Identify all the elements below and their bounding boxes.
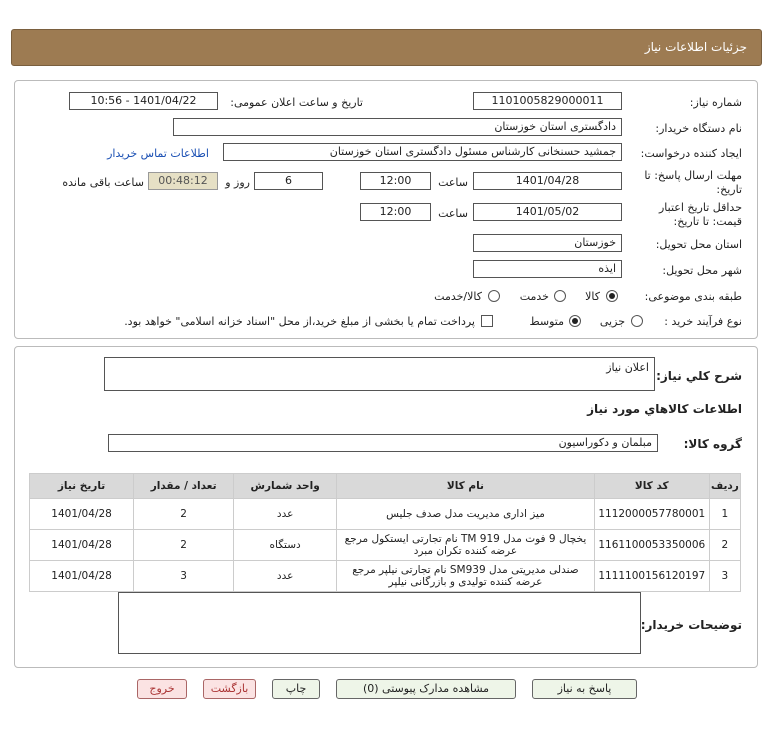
purchase-type-label: نوع فرآیند خرید : bbox=[664, 315, 742, 328]
validity-date-field: 1401/05/02 bbox=[473, 203, 622, 221]
item-date: 1401/04/28 bbox=[30, 530, 134, 561]
summary-label: شرح کلي نياز: bbox=[656, 369, 742, 383]
back-button[interactable]: بازگشت bbox=[203, 679, 256, 699]
goods-group-label: گروه کالا: bbox=[683, 437, 742, 451]
item-qty: 3 bbox=[134, 561, 234, 592]
city-field: ایذه bbox=[473, 260, 622, 278]
category-goods-label: کالا bbox=[585, 290, 600, 303]
days-field: 6 bbox=[254, 172, 323, 190]
item-date: 1401/04/28 bbox=[30, 499, 134, 530]
item-code: 1111100156120197 bbox=[594, 561, 709, 592]
item-date: 1401/04/28 bbox=[30, 561, 134, 592]
validity-time-field: 12:00 bbox=[360, 203, 431, 221]
category-service-label: خدمت bbox=[519, 290, 549, 303]
goods-group-field: مبلمان و دکوراسیون bbox=[108, 434, 658, 452]
deadline-label-1: مهلت ارسال پاسخ: تا bbox=[644, 169, 742, 182]
need-number-label: شماره نیاز: bbox=[689, 96, 742, 109]
category-both-label: کالا/خدمت bbox=[434, 290, 482, 303]
days-label: روز و bbox=[225, 176, 250, 189]
page-title: جزئیات اطلاعات نیاز bbox=[644, 40, 747, 54]
province-label: استان محل تحویل: bbox=[655, 238, 742, 251]
item-code: 1161100053350006 bbox=[594, 530, 709, 561]
row-index: 2 bbox=[709, 530, 740, 561]
item-unit: دستگاه bbox=[234, 530, 337, 561]
remaining-time-field: 00:48:12 bbox=[148, 172, 218, 190]
buyer-contact-link[interactable]: اطلاعات تماس خریدار bbox=[107, 147, 209, 160]
item-qty: 2 bbox=[134, 530, 234, 561]
exit-button[interactable]: خروج bbox=[137, 679, 187, 699]
validity-label-1: حداقل تاریخ اعتبار bbox=[658, 201, 742, 214]
buyer-notes-label: توضیحات خریدار: bbox=[640, 618, 742, 632]
view-attachments-button[interactable]: مشاهده مدارک پیوستی (0) bbox=[336, 679, 516, 699]
buyer-org-field: دادگستری استان خوزستان bbox=[173, 118, 622, 136]
item-qty: 2 bbox=[134, 499, 234, 530]
purchase-minor-radio[interactable] bbox=[631, 315, 643, 327]
page-header bbox=[11, 29, 762, 66]
purchase-medium-radio[interactable] bbox=[569, 315, 581, 327]
col-name-header: نام کالا bbox=[337, 474, 595, 499]
need-number-field: 1101005829000011 bbox=[473, 92, 622, 110]
remaining-label: ساعت باقی مانده bbox=[62, 176, 144, 189]
deadline-time-field: 12:00 bbox=[360, 172, 431, 190]
item-unit: عدد bbox=[234, 561, 337, 592]
item-name: یخچال 9 فوت مدل TM 919 نام تجارتی ایستکول مرجع عرضه کننده تکران مبرد bbox=[337, 530, 595, 561]
validity-time-label: ساعت bbox=[438, 207, 468, 220]
item-name: میز اداری مدیریت مدل صدف جلیس bbox=[337, 499, 595, 530]
item-name: صندلی مدیریتی مدل SM939 نام تجارتی نیلپر مرجع عرضه کننده تولیدی و بازرگانی نیلپر bbox=[337, 561, 595, 592]
category-label: طبقه بندی موضوعی: bbox=[644, 290, 742, 303]
deadline-date-field: 1401/04/28 bbox=[473, 172, 622, 190]
col-unit-header: واحد شمارش bbox=[234, 474, 337, 499]
col-code-header: کد کالا bbox=[594, 474, 709, 499]
buyer-org-label: نام دستگاه خریدار: bbox=[655, 122, 742, 135]
item-code: 1112000057780001 bbox=[594, 499, 709, 530]
category-both-radio[interactable] bbox=[488, 290, 500, 302]
row-index: 1 bbox=[709, 499, 740, 530]
category-goods-radio[interactable] bbox=[606, 290, 618, 302]
treasury-payment-checkbox[interactable] bbox=[481, 315, 493, 327]
treasury-payment-note: پرداخت تمام یا بخشی از مبلغ خرید،از محل "اسناد خزانه اسلامی" خواهد بود. bbox=[124, 315, 475, 328]
item-unit: عدد bbox=[234, 499, 337, 530]
category-service-radio[interactable] bbox=[554, 290, 566, 302]
summary-field: اعلان نیاز bbox=[104, 357, 655, 391]
goods-info-title: اطلاعات کالاهاي مورد نياز bbox=[587, 402, 742, 416]
row-index: 3 bbox=[709, 561, 740, 592]
col-row-header: ردیف bbox=[709, 474, 740, 499]
print-button[interactable]: چاپ bbox=[272, 679, 320, 699]
requester-label: ایجاد کننده درخواست: bbox=[640, 147, 742, 160]
purchase-minor-label: جزیی bbox=[599, 315, 625, 328]
announce-label: تاریخ و ساعت اعلان عمومی: bbox=[230, 96, 363, 109]
validity-label-2: قیمت: تا تاریخ: bbox=[673, 215, 742, 228]
reply-button[interactable]: پاسخ به نیاز bbox=[532, 679, 637, 699]
buyer-notes-field bbox=[118, 592, 641, 654]
city-label: شهر محل تحویل: bbox=[662, 264, 742, 277]
goods-table-header bbox=[30, 474, 741, 499]
table-row bbox=[30, 561, 741, 592]
deadline-time-label: ساعت bbox=[438, 176, 468, 189]
announce-field: 1401/04/22 - 10:56 bbox=[69, 92, 218, 110]
table-row bbox=[30, 530, 741, 561]
table-row bbox=[30, 499, 741, 530]
requester-field: جمشید حسنخانی کارشناس مسئول دادگستری استان خوزستان bbox=[223, 143, 622, 161]
province-field: خوزستان bbox=[473, 234, 622, 252]
col-date-header: تاریخ نیاز bbox=[30, 474, 134, 499]
deadline-label-2: تاریخ: bbox=[716, 183, 742, 196]
col-qty-header: تعداد / مقدار bbox=[134, 474, 234, 499]
goods-table bbox=[29, 473, 741, 592]
purchase-medium-label: متوسط bbox=[529, 315, 564, 328]
